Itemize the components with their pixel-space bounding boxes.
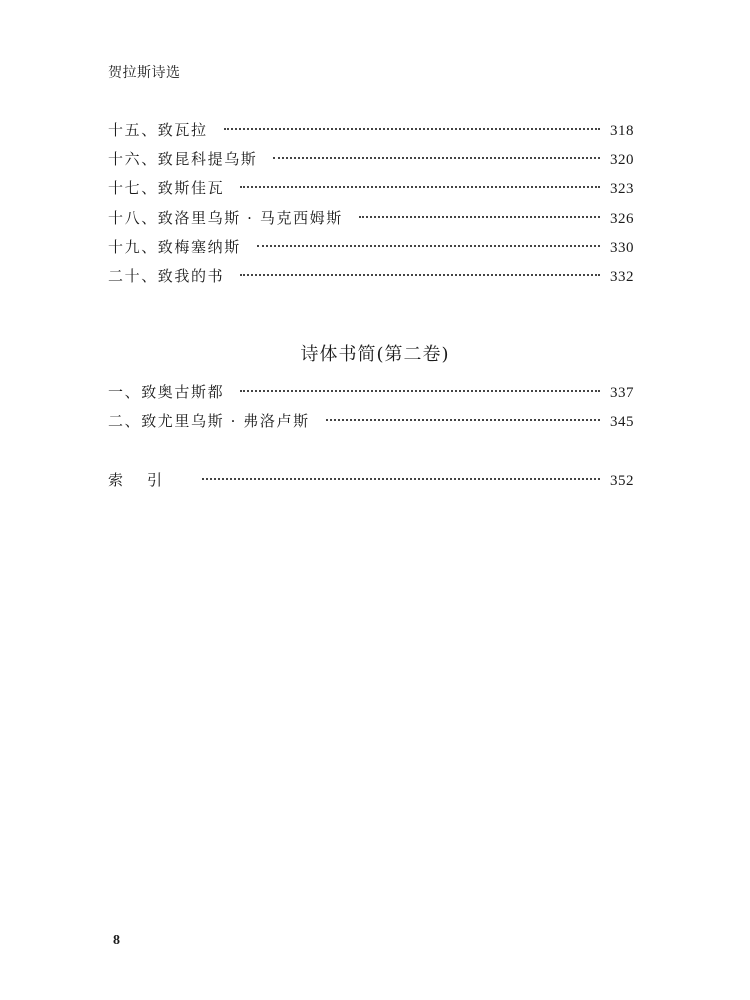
toc-entry-title: 二、致尤里乌斯 · 弗洛卢斯 — [108, 412, 310, 431]
toc-entry[interactable] — [108, 177, 634, 206]
toc-entry[interactable] — [108, 148, 634, 177]
toc-entry[interactable] — [108, 119, 634, 148]
toc-entry-title: 十九、致梅塞纳斯 — [108, 237, 241, 256]
toc-entry-title: 二十、致我的书 — [108, 266, 225, 285]
toc-entry-page: 326 — [610, 210, 634, 227]
toc-entry[interactable] — [108, 410, 634, 439]
toc-entry-page: 320 — [610, 152, 634, 169]
toc-entry-page: 323 — [610, 181, 634, 198]
dot-leader — [224, 128, 600, 130]
toc-entry-page: 330 — [610, 239, 634, 256]
dot-leader — [359, 216, 600, 218]
dot-leader — [240, 186, 600, 188]
dot-leader — [240, 390, 600, 392]
toc-entry-page: 337 — [610, 385, 634, 401]
dot-leader — [240, 274, 600, 276]
dot-leader — [202, 478, 600, 480]
toc-entry-title: 十五、致瓦拉 — [108, 121, 208, 139]
toc-entry[interactable] — [108, 381, 634, 410]
toc-entry-page: 345 — [610, 414, 634, 431]
toc-entry[interactable] — [108, 265, 634, 294]
toc-entry-index[interactable] — [108, 469, 634, 498]
toc-entry-title: 十六、致昆科提乌斯 — [108, 150, 258, 169]
toc-list-index — [108, 469, 634, 498]
toc-entry[interactable] — [108, 207, 634, 236]
running-header: 贺拉斯诗选 — [108, 65, 181, 81]
toc-entry-page: 318 — [610, 123, 634, 139]
index-title: 索引 — [108, 471, 187, 489]
toc-entry-title: 一、致奥古斯都 — [108, 383, 225, 401]
toc-entry-title: 十八、致洛里乌斯 · 马克西姆斯 — [108, 208, 343, 227]
dot-leader — [273, 157, 600, 159]
toc-list-epistles-book-2 — [108, 381, 634, 439]
toc-entry[interactable] — [108, 236, 634, 265]
section-heading: 诗体书简(第二卷) — [300, 344, 450, 365]
toc-list-epistles-book-1 — [108, 119, 634, 294]
page-number: 8 — [113, 933, 120, 948]
dot-leader — [257, 245, 600, 247]
index-page: 352 — [610, 473, 634, 489]
toc-entry-page: 332 — [610, 268, 634, 285]
toc-entry-title: 十七、致斯佳瓦 — [108, 179, 225, 198]
dot-leader — [326, 419, 600, 421]
